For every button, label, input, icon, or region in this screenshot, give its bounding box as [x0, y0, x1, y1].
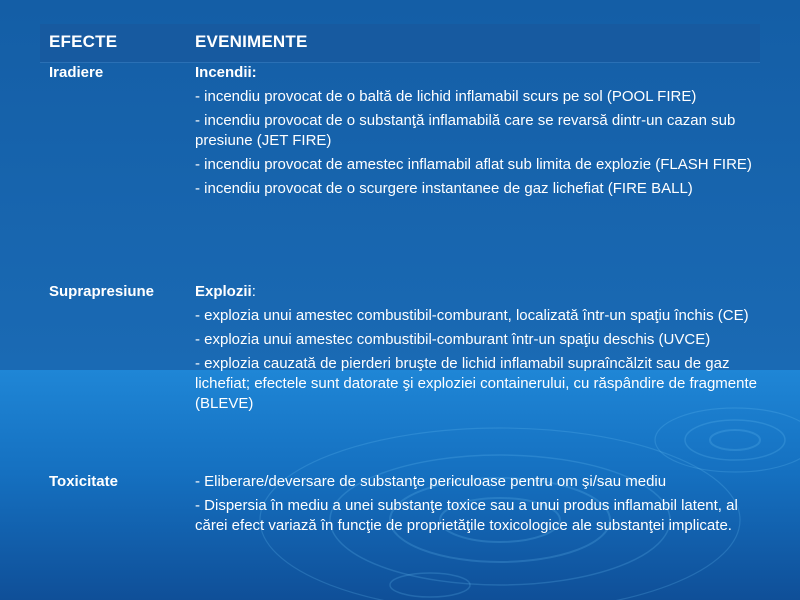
list-item: - incendiu provocat de o baltă de lichid inflamabil scurs pe sol (POOL FIRE)	[195, 88, 697, 105]
header-efecte: EFECTE	[49, 32, 118, 51]
event-title-incendii: Incendii:	[195, 64, 257, 81]
row-effect-toxicitate: Toxicitate	[49, 473, 118, 490]
list-item: - explozia unui amestec combustibil-comburant, localizată într-un spaţiu închis (CE)	[195, 307, 749, 324]
list-item: - Dispersia în mediu a unei substanţe toxice sau a unui produs inflamabil latent, al cărei efect variază în funcţie de proprietăţile toxicologice ale substanţei implicate.	[195, 497, 738, 534]
event-title-explozii-colon: :	[251, 283, 256, 300]
row-events-iradiere	[195, 63, 760, 203]
list-item: - explozia cauzată de pierderi bruşte de lichid inflamabil supraîncălzit sau de gaz lichefiat; efectele sunt datorate şi exploziei containerului, cu răspândire de fragmente (BLEVE)	[195, 355, 757, 412]
event-title-explozii	[195, 282, 760, 302]
table-header-bar	[40, 24, 760, 63]
event-title-explozii-text: Explozii	[195, 283, 252, 300]
list-item: - Eliberare/deversare de substanţe periculoase pentru om şi/sau mediu	[195, 473, 667, 490]
row-events-toxicitate	[195, 472, 760, 540]
header-evenimente: EVENIMENTE	[195, 32, 308, 51]
list-item: - incendiu provocat de amestec inflamabil aflat sub limita de explozie (FLASH FIRE)	[195, 156, 752, 173]
list-item: - incendiu provocat de o scurgere instantanee de gaz lichefiat (FIRE BALL)	[195, 180, 693, 197]
list-item: - incendiu provocat de o substanţă inflamabilă care se revarsă dintr-un cazan sub presiune (JET FIRE)	[195, 112, 736, 149]
row-effect-iradiere: Iradiere	[49, 64, 104, 81]
list-item: - explozia unui amestec combustibil-comburant într-un spaţiu deschis (UVCE)	[195, 331, 711, 348]
row-events-suprapresiune	[195, 282, 760, 418]
row-effect-suprapresiune: Suprapresiune	[49, 283, 155, 300]
